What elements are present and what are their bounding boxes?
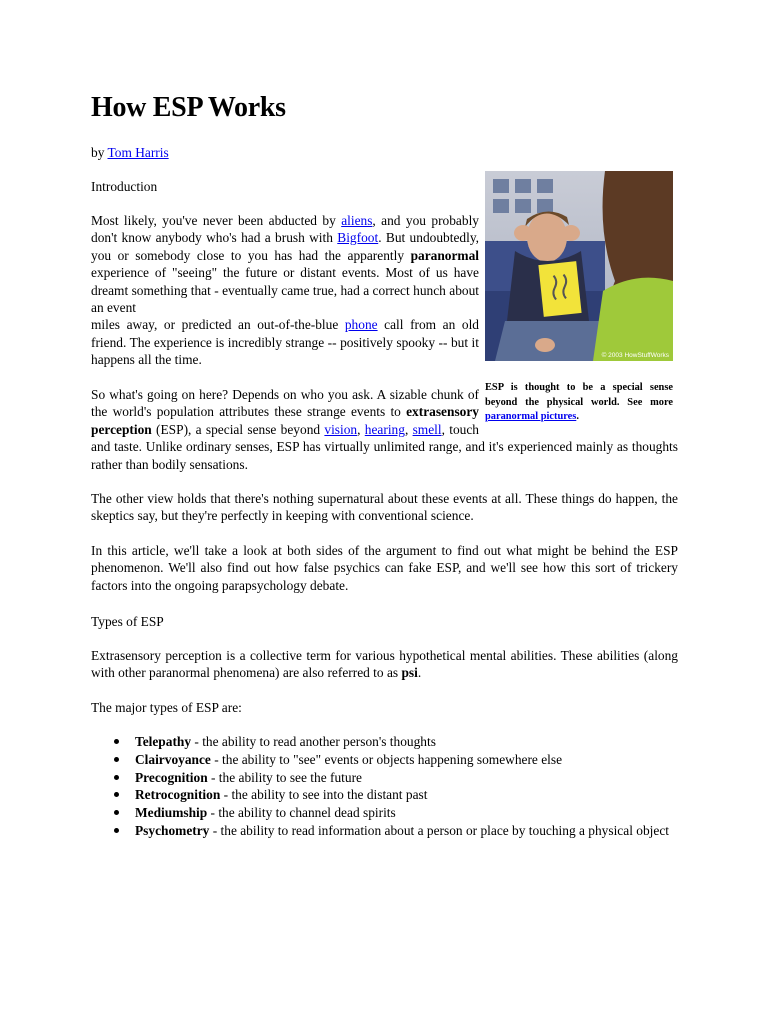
paranormal-pictures-link[interactable]: paranormal pictures — [485, 411, 577, 422]
intro-paragraph-3: The other view holds that there's nothing supernatural about these events at all. These things do happen, the skeptics say, but they're perfectly in keeping with conventional science. — [91, 491, 678, 524]
esp-types-list — [91, 733, 678, 840]
bullet-icon — [114, 810, 119, 815]
list-item: Telepathy - the ability to read another person's thoughts — [135, 733, 678, 751]
bullet-icon — [114, 792, 119, 797]
byline — [91, 144, 169, 161]
psi-term: psi — [401, 665, 418, 681]
author-link[interactable]: Tom Harris — [107, 145, 169, 160]
esp-photo — [485, 171, 673, 361]
list-item: Psychometry - the ability to read information about a person or place by touching a physical object — [135, 822, 678, 840]
esp-term: extrasensory perception — [91, 404, 479, 437]
section-heading-types: Types of ESP — [91, 614, 164, 629]
byline-prefix: by — [91, 145, 108, 160]
esp-photo-illustration — [485, 171, 673, 361]
list-item: Precognition - the ability to see the future — [135, 769, 678, 787]
list-item: Retrocognition - the ability to see into the distant past — [135, 786, 678, 804]
bullet-icon — [114, 828, 119, 833]
photo-caption: ESP is thought to be a special sense beyond the physical world. See more paranormal pictures. — [485, 382, 673, 422]
smell-link[interactable]: smell — [412, 421, 442, 437]
page-title: How ESP Works — [91, 92, 286, 123]
intro-paragraph-1: Most likely, you've never been abducted by aliens, and you probably don't know anybody who's had a brush with Bigfoot. But undoubtedly, you or somebody close to you has had the apparently paranormal experience of "seeing" the future or distant events. Most of us have dreamt something that - eventually came true, had a correct hunch about an event miles away, or predicted an out-of-the-blue phone call from an old friend. The experience is incredibly strange -- positively spooky -- but it happens all the time. — [91, 213, 479, 368]
types-paragraph-2: The major types of ESP are: — [91, 700, 242, 715]
types-paragraph-1: Extrasensory perception is a collective term for various hypothetical mental abilities. These abilities (along with other paranormal phenomena) are also referred to as psi. — [91, 648, 678, 681]
bullet-icon — [114, 757, 119, 762]
vision-link[interactable]: vision — [324, 421, 358, 437]
intro-paragraph-2: So what's going on here? Depends on who you ask. A sizable chunk of the world's population attributes these strange events to extrasensory perception (ESP), a special sense beyond vision, hearing, smell, touch and taste. Unlike ordinary senses, ESP has virtually unlimited range, and it's experienced mainly as thoughts rather than bodily sensations. — [91, 387, 678, 472]
bigfoot-link[interactable]: Bigfoot — [337, 230, 379, 246]
list-item: Mediumship - the ability to channel dead spirits — [135, 804, 678, 822]
hearing-link[interactable]: hearing — [364, 421, 405, 437]
bullet-icon — [114, 775, 119, 780]
intro-paragraph-4: In this article, we'll take a look at both sides of the argument to find out what might be behind the ESP phenomenon. We'll also find out how false psychics can fake ESP, and we'll see how this sort of trickery factors into the ongoing parapsychology debate. — [91, 543, 678, 593]
paranormal-term: paranormal — [410, 247, 479, 263]
phone-link[interactable]: phone — [344, 317, 378, 333]
photo-watermark: © 2003 HowStuffWorks — [601, 352, 669, 359]
section-heading-introduction: Introduction — [91, 179, 158, 194]
list-item: Clairvoyance - the ability to "see" events or objects happening somewhere else — [135, 751, 678, 769]
bullet-icon — [114, 739, 119, 744]
aliens-link[interactable]: aliens — [341, 213, 373, 228]
